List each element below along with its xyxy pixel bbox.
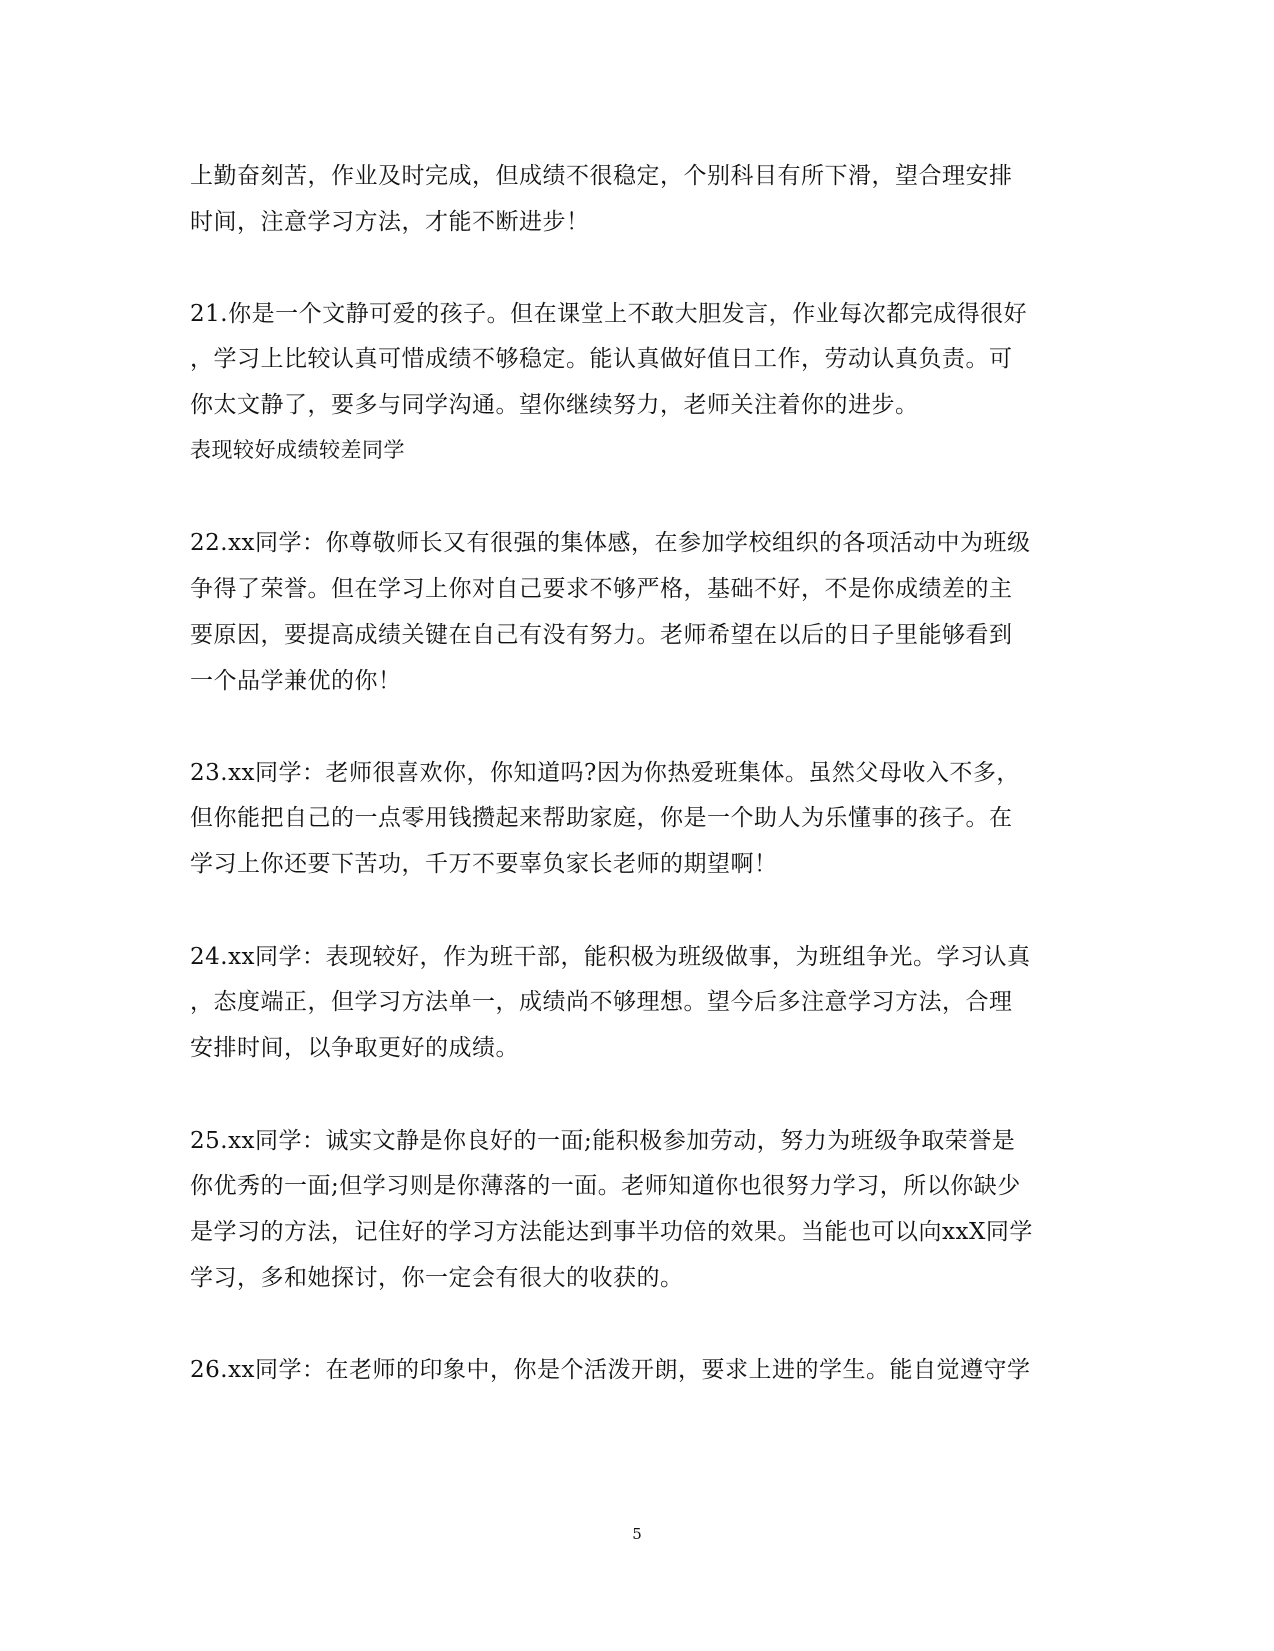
text-line: 学习，多和她探讨，你一定会有很大的收获的。: [190, 1265, 684, 1291]
text-line: 学习上你还要下苦功，千万不要辜负家长老师的期望啊！: [190, 851, 778, 877]
text-line: 21.你是一个文静可爱的孩子。但在课堂上不敢大胆发言，作业每次都完成得很好: [190, 301, 1028, 327]
text-line: 23.xx同学：老师很喜欢你，你知道吗?因为你热爱班集体。虽然父母收入不多，: [190, 760, 1020, 786]
page-number: 5: [632, 1525, 642, 1543]
text-line: 但你能把自己的一点零用钱攒起来帮助家庭，你是一个助人为乐懂事的孩子。在: [190, 805, 1013, 831]
text-line: 上勤奋刻苦，作业及时完成，但成绩不很稳定，个别科目有所下滑，望合理安排: [190, 163, 1013, 189]
text-line: 你优秀的一面;但学习则是你薄落的一面。老师知道你也很努力学习，所以你缺少: [190, 1173, 1021, 1199]
text-line: 时间，注意学习方法，才能不断进步！: [190, 209, 590, 235]
text-line: 25.xx同学：诚实文静是你良好的一面;能积极参加劳动，努力为班级争取荣誉是: [190, 1128, 1016, 1154]
text-line: 26.xx同学：在老师的印象中，你是个活泼开朗，要求上进的学生。能自觉遵守学: [190, 1357, 1031, 1383]
text-line: 一个品学兼优的你！: [190, 668, 402, 694]
text-line: ，态度端正，但学习方法单一，成绩尚不够理想。望今后多注意学习方法，合理: [190, 989, 1013, 1015]
text-line: 要原因，要提高成绩关键在自己有没有努力。老师希望在以后的日子里能够看到: [190, 622, 1013, 648]
text-line: 你太文静了，要多与同学沟通。望你继续努力，老师关注着你的进步。: [190, 392, 919, 418]
text-line: 争得了荣誉。但在学习上你对自己要求不够严格，基础不好，不是你成绩差的主: [190, 576, 1013, 602]
text-line: 是学习的方法，记住好的学习方法能达到事半功倍的效果。当能也可以向xxX同学: [190, 1219, 1033, 1245]
text-line: 24.xx同学：表现较好，作为班干部，能积极为班级做事，为班组争光。学习认真: [190, 944, 1031, 970]
text-line: ，学习上比较认真可惜成绩不够稳定。能认真做好值日工作，劳动认真负责。可: [190, 346, 1013, 372]
section-heading: 表现较好成绩较差同学: [190, 438, 405, 462]
text-line: 22.xx同学：你尊敬师长又有很强的集体感，在参加学校组织的各项活动中为班级: [190, 530, 1031, 556]
text-line: 安排时间，以争取更好的成绩。: [190, 1035, 519, 1061]
